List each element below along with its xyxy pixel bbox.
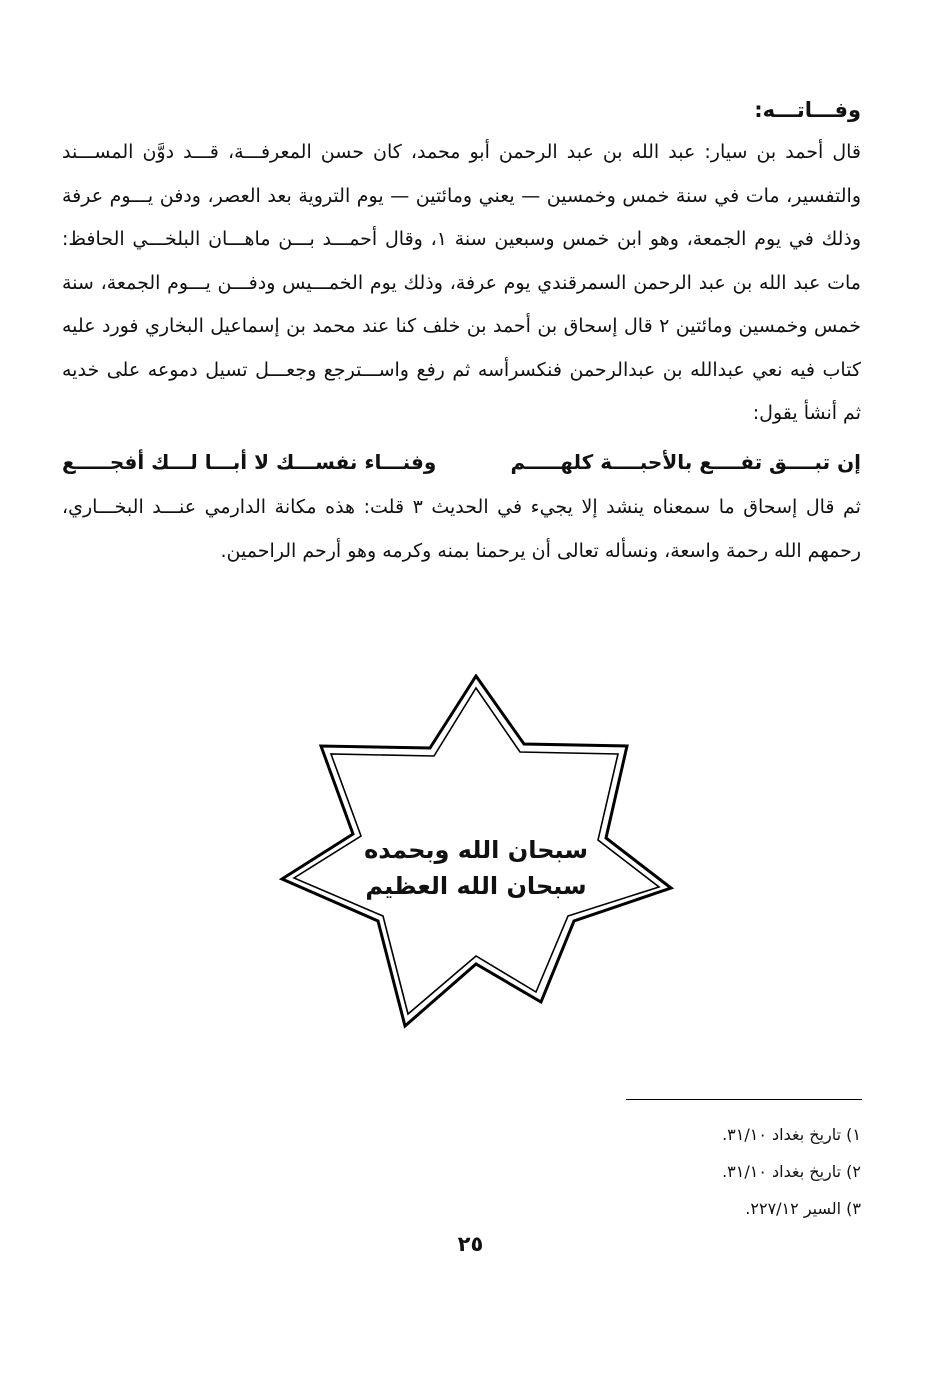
footnote-2: ٢) تاريخ بغداد ٣١/١٠. — [722, 1162, 861, 1181]
star-caption — [278, 832, 674, 904]
body-paragraph-1: قال أحمد بن سيار: عبد الله بن عبد الرحمن أبو محمد، كان حسن المعرفـــة، قـــد دوَّن المســـند والتفسير، مات في سنة خمس وخمسين — يعني ومائتين — يوم التروية بعد العصر، ودفن يـــوم عرفة وذلك في يوم الجمعة، وهو ابن خمس وسبعين سنة ١، وقال أحمـــد بـــن ماهـــان البلخـــي الحافظ: مات عبد الله بن عبد الرحمن السمرقندي يوم عرفة، وذلك يوم الخمـــيس ودفـــن يـــوم الجمعة، سنة خمس وخمسين ومائتين ٢ قال إسحاق بن أحمد بن خلف كنا عند محمد بن إسماعيل البخاري فورد عليه كتاب فيه نعي عبدالله بن عبدالرحمن فنكسرأسه ثم رفع واســـترجع وجعـــل تسيل دموعه على خديه ثم أنشأ يقول: — [62, 141, 862, 424]
footnote-1: ١) تاريخ بغداد ٣١/١٠. — [722, 1125, 861, 1144]
verse-first-hemistich: إن تبــــق تفــــع بالأحبــــة كلهـــــم — [510, 450, 861, 474]
footnote-separator — [626, 1099, 862, 1100]
section-heading: وفـــاتـــه: — [754, 98, 861, 122]
poetry-verse — [62, 444, 861, 480]
footnote-3: ٣) السير ٢٢٧/١٢. — [745, 1199, 861, 1218]
page-number: ٢٥ — [457, 1232, 484, 1256]
footnotes — [561, 1116, 861, 1227]
star-caption-line-2: سبحان الله العظيم — [365, 872, 587, 900]
body-paragraph-2: ثم قال إسحاق ما سمعناه ينشد إلا يجيء في الحديث ٣ قلت: هذه مكانة الدارمي عنـــد البخـــاري، رحمهم الله رحمة واسعة، ونسأله تعالى أن يرحمنا بمنه وكرمه وهو أرحم الراحمين. — [62, 496, 861, 562]
verse-second-hemistich: وفنـــاء نفســـك لا أبـــا لـــك أفجـــــع — [62, 450, 437, 474]
star-caption-line-1: سبحان الله وبحمده — [364, 836, 588, 864]
